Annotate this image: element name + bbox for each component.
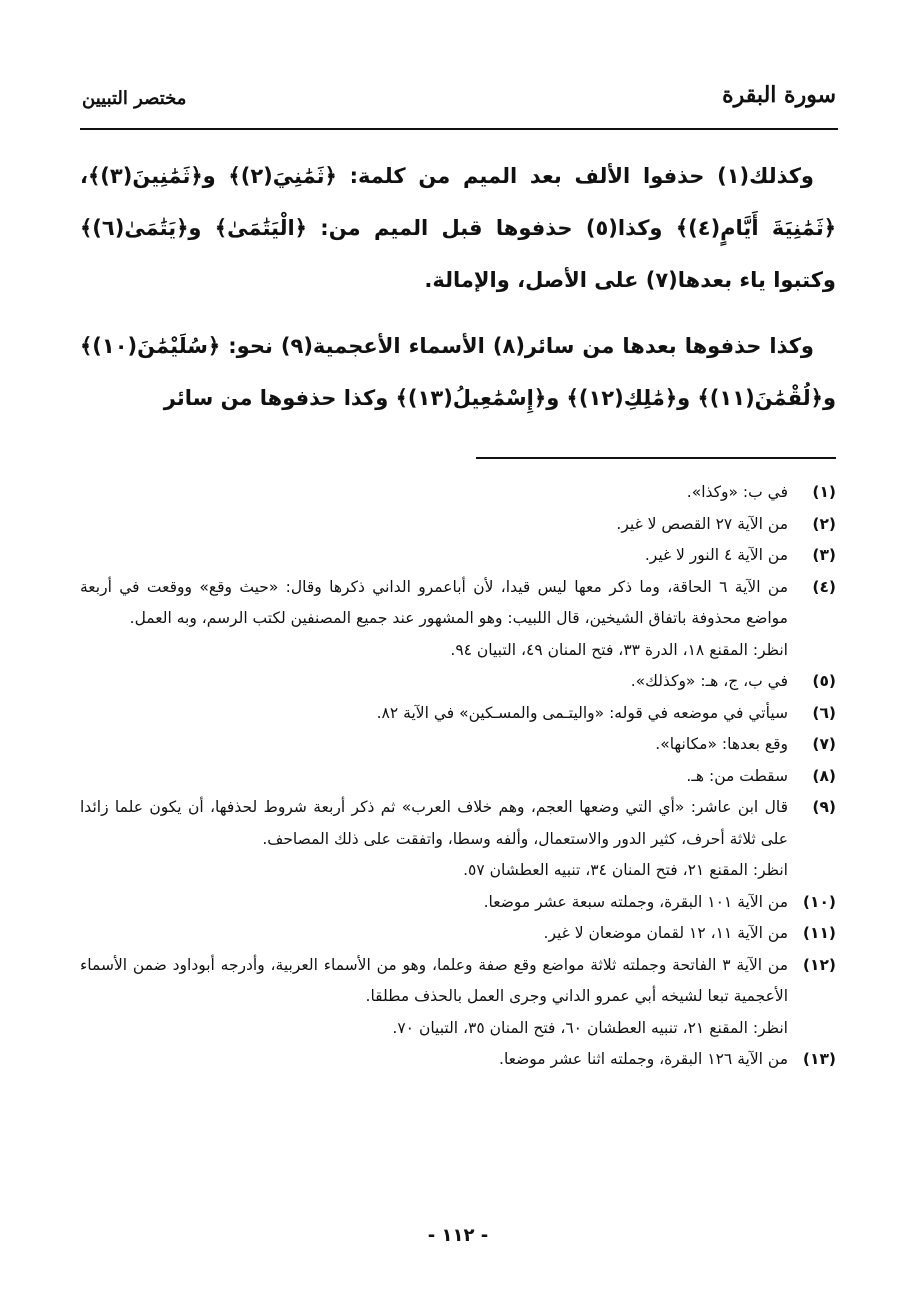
footnote — [80, 477, 836, 509]
footnotes — [80, 477, 836, 1076]
footnote — [80, 950, 836, 1045]
footnote-text: من الآية ٢٧ القصص لا غير. — [616, 514, 788, 533]
footnote-text: من الآية ١١، ١٢ لقمان موضعان لا غير. — [543, 924, 788, 942]
footnote-text: من الآية ٦ الحاقة، وما ذكر معها ليس قيدا، لأن أباعمرو الداني ذكرها وقال: «حيث وقع» ووقعت في أربعة مواضع محذوفة باتفاق الشيخين، قال اللبيب: وهو المشهور عند جميع المصنفين لكتب الرسم، وبه العمل. — [80, 577, 789, 627]
footnote-text: في ب، ج، هـ: «وكذلك». — [630, 672, 788, 690]
footnote-text: سيأتي في موضعه في قوله: «واليتـمى والمسـكين» في الآية ٨٢. — [376, 703, 788, 722]
footnote-text: وقع بعدها: «مكانها». — [655, 735, 788, 753]
footnote-divider — [476, 457, 836, 459]
footnote — [80, 792, 836, 887]
footnote-number: (٢) — [812, 514, 836, 533]
footnote-number: (٥) — [812, 672, 836, 690]
footnote — [80, 761, 836, 793]
footnote — [80, 572, 836, 667]
main-text — [80, 150, 836, 424]
footnote-reference: انظر: المقنع ٢١، تنبيه العطشان ٦٠، فتح المنان ٣٥، التبيان ٧٠. — [392, 1018, 788, 1037]
footnote-number: (١٠) — [802, 892, 836, 911]
footnote-number: (٣) — [812, 546, 836, 564]
footnote-text: من الآية ٣ الفاتحة وجملته ثلاثة مواضع وقع صفة وعلما، وهو من الأسماء العربية، وأدرجه أبوداود ضمن الأسماء الأعجمية تبعا لشيخه أبي عمرو الداني وجرى العمل بالحذف مطلقا. — [80, 955, 788, 1005]
footnote — [80, 729, 836, 761]
paragraph: وكذلك(١) حذفوا الألف بعد الميم من كلمة: ﴿ثَمَٰنِيَ(٢)﴾ و﴿ثَمَٰنِينَ(٣)﴾، ﴿ثَمَٰنِيَةَ أَيَّامٍ(٤)﴾ وكذا(٥) حذفوها قبل الميم من: ﴿الْيَتَٰمَىٰ﴾ و﴿يَتَٰمَىٰ(٦)﴾ وكتبوا ياء بعدها(٧) على الأصل، والإمالة. — [80, 164, 837, 292]
surah-title: سورة البقرة — [722, 82, 836, 108]
footnote-number: (٨) — [812, 766, 836, 785]
page-header — [82, 82, 836, 122]
footnote-number: (١٣) — [802, 1050, 836, 1068]
footnote-number: (١) — [812, 483, 836, 501]
footnote-reference: انظر: المقنع ١٨، الدرة ٣٣، فتح المنان ٤٩، التبيان ٩٤. — [450, 640, 788, 659]
header-divider — [80, 128, 838, 130]
page-number: - ١١٢ - — [427, 1225, 489, 1246]
footnote-number: (٦) — [812, 703, 836, 722]
footnote-number: (١٢) — [802, 955, 836, 974]
footnote-text: سقطت من: هـ. — [686, 766, 788, 785]
footnote-text: من الآية ١٢٦ البقرة، وجملته اثنا عشر موضعا. — [499, 1050, 788, 1068]
footnote — [80, 918, 836, 950]
footnote-number: (٤) — [812, 577, 836, 596]
footnote — [80, 887, 836, 919]
footnote-text: في ب: «وكذا». — [686, 483, 788, 501]
footnote-number: (١١) — [802, 924, 836, 942]
footnote — [80, 540, 836, 572]
paragraph: وكذا حذفوها بعدها من سائر(٨) الأسماء الأعجمية(٩) نحو: ﴿سُلَيْمَٰنَ(١٠)﴾ و﴿لُقْمَٰنَ(١١)﴾ و﴿مَٰلِكِ(١٢)﴾ و﴿إِسْمَٰعِيلُ(١٣)﴾ وكذا حذفوها من سائر — [80, 334, 836, 410]
footnote-text: من الآية ١٠١ البقرة، وجملته سبعة عشر موضعا. — [483, 892, 788, 911]
footnote-text: من الآية ٤ النور لا غير. — [644, 546, 788, 564]
footnote-number: (٩) — [812, 798, 836, 816]
book-title: مختصر التبيين — [82, 88, 187, 109]
footnote — [80, 698, 836, 730]
footnote — [80, 1044, 836, 1076]
footnote-number: (٧) — [812, 735, 836, 753]
footnote — [80, 666, 836, 698]
footnote-text: قال ابن عاشر: «أي التي وضعها العجم، وهم خلاف العرب» ثم ذكر أربعة شروط لحذفها، أن يكون علما زائدا على ثلاثة أحرف، كثير الدور والاستعمال، وألفه وسطا، واتفقت على ذلك المصاحف. — [80, 798, 788, 848]
footnote-reference: انظر: المقنع ٢١، فتح المنان ٣٤، تنبيه العطشان ٥٧. — [463, 861, 788, 879]
footnote — [80, 509, 836, 541]
